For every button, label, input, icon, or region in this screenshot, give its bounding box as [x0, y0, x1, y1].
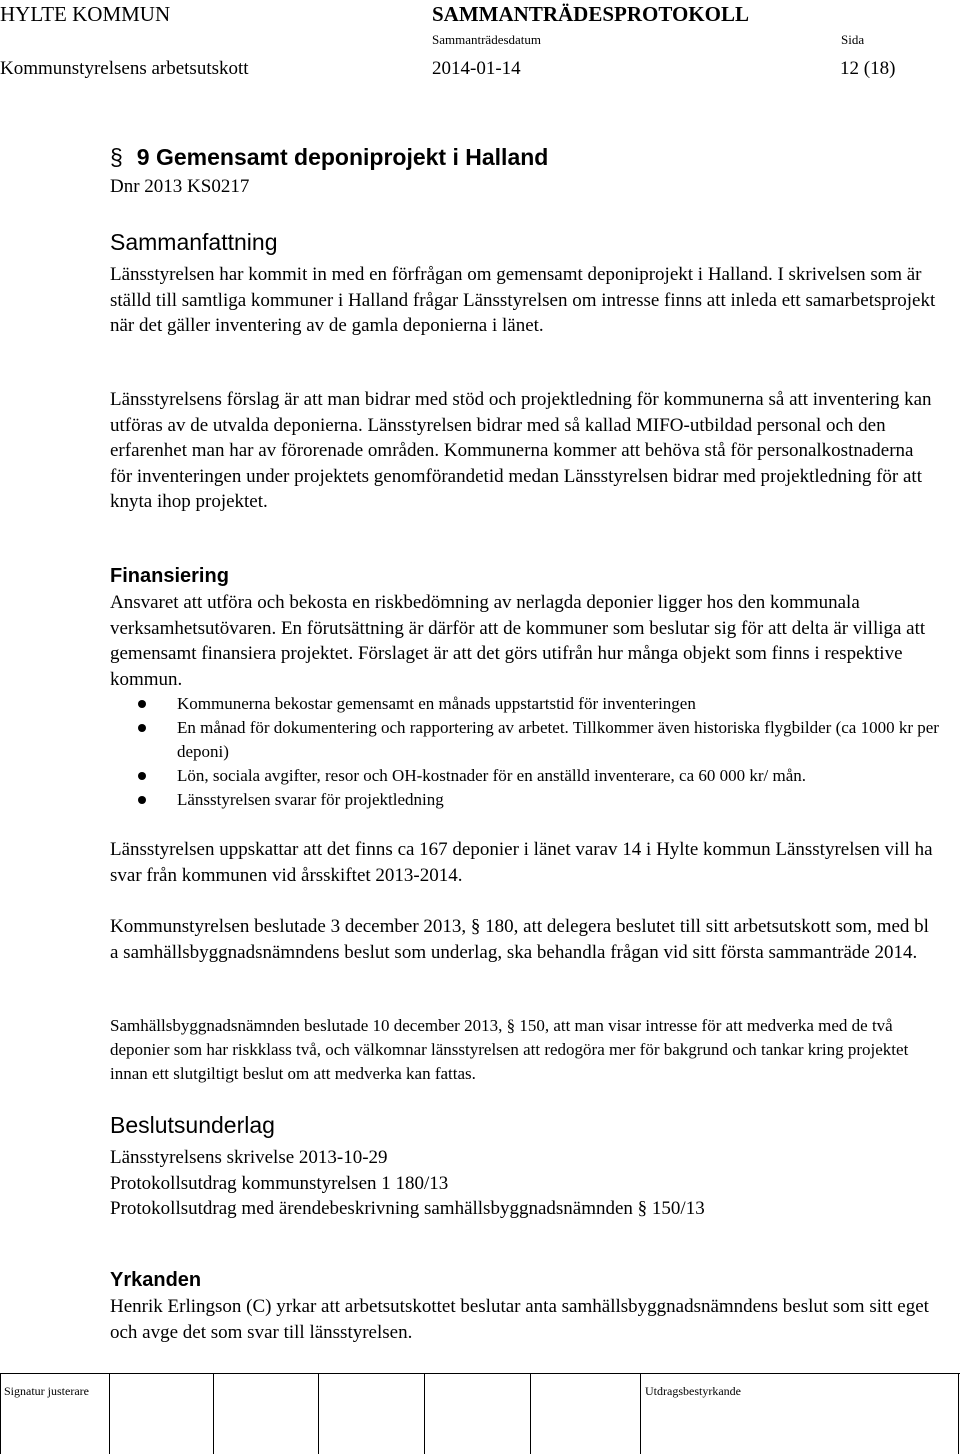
list-item: Lön, sociala avgifter, resor och OH-kostnader för en anställd inventerare, ca 60 000 kr/ mån. — [110, 764, 940, 788]
financing-paragraph-4: Samhällsbyggnadsnämnden beslutade 10 december 2013, § 150, att man visar intresse för att medverka med de två deponier som har riskklass två, och välkomnar länsstyrelsen att redogöra mer för bakgrund och tankar kring projektet innan ett slutgiltigt beslut om att medverka kan fattas. — [110, 1016, 909, 1083]
heading-sammanfattning: Sammanfattning — [110, 229, 278, 255]
financing-paragraph-1: Ansvaret att utföra och bekosta en riskbedömning av nerlagda deponier ligger hos den kommunala verksamhetsutövaren. En förutsättning är därför att de kommuner som beslutar sig för att delta är villiga att gemensamt finansiera projektet. Förslaget är att det görs utifrån hur många objekt som finns i respektive kommun. — [110, 592, 926, 690]
footer-divider — [424, 1373, 425, 1454]
footer-divider — [318, 1373, 319, 1454]
header-values — [0, 58, 960, 82]
list-item: En månad för dokumentering och rapportering av arbetet. Tillkommer även historiska flygbilder (ca 1000 kr per deponi) — [110, 716, 940, 764]
list-item: Länsstyrelsens skrivelse 2013-10-29 — [110, 1147, 388, 1168]
footer-divider — [213, 1373, 214, 1454]
summary-paragraph-1: Länsstyrelsen har kommit in med en förfrågan om gemensamt deponiprojekt i Halland. I skrivelsen som är ställd till samtliga kommuner i Halland frågar Länsstyrelsen om intresse finns att inleda ett samarbetsprojekt när det gäller inventering av de gamla deponierna i länet. — [110, 264, 936, 336]
list-item: Länsstyrelsen svarar för projektledning — [110, 788, 940, 812]
section-title — [110, 144, 548, 171]
diary-number: Dnr 2013 KS0217 — [110, 176, 250, 197]
heading-yrkanden: Yrkanden — [110, 1269, 202, 1291]
heading-finansiering: Finansiering — [110, 565, 229, 587]
bullet-icon — [138, 700, 146, 708]
decision-basis-list — [110, 1145, 940, 1222]
financing-bullet-list — [110, 692, 940, 812]
motions-paragraph: Henrik Erlingson (C) yrkar att arbetsutskottet beslutar anta samhällsbyggnadsnämndens beslut som sitt eget och avge det som svar till länsstyrelsen. — [110, 1296, 929, 1343]
meeting-date-label: Sammanträdesdatum — [432, 32, 542, 47]
bullet-icon — [138, 724, 146, 732]
summary-paragraph-2: Länsstyrelsens förslag är att man bidrar med stöd och projektledning för kommunerna så att inventering kan utföras av de utvalda deponierna. Länsstyrelsen bidrar med så kallad MIFO-utbildad personal och den erfarenhet man har av förorenade områden. Kommunerna kommer att behöva stå för personalkostnaderna för inventeringen under projektets genomförandetid medan Länsstyrelsen bidrar med projektledning för att knyta ihop projektet. — [110, 389, 932, 512]
header-labels — [0, 32, 960, 48]
municipality-name: HYLTE KOMMUN — [0, 2, 171, 26]
bullet-icon — [138, 772, 146, 780]
footer-divider — [530, 1373, 531, 1454]
financing-paragraph-3: Kommunstyrelsen beslutade 3 december 2013, § 180, att delegera beslutet till sitt arbetsutskott som, med bl a samhällsbyggnadsnämndens beslut som underlag, ska behandla frågan vid sitt första sammanträde 2014. — [110, 916, 929, 963]
paragraph-sign: § — [110, 144, 123, 170]
list-item: Kommunerna bekostar gemensamt en månads uppstartstid för inventeringen — [110, 692, 940, 716]
extract-certification-label: Utdragsbestyrkande — [645, 1384, 741, 1398]
footer-divider — [0, 1373, 1, 1454]
footer-divider — [640, 1373, 641, 1454]
section-title-text: 9 Gemensamt deponiprojekt i Halland — [136, 144, 549, 170]
document-type: SAMMANTRÄDESPROTOKOLL — [432, 2, 749, 26]
page-header — [0, 2, 960, 28]
page-number: 12 (18) — [840, 58, 896, 79]
footer-divider — [109, 1373, 110, 1454]
list-item: Protokollsutdrag kommunstyrelsen 1 180/13 — [110, 1172, 449, 1194]
footer-divider — [958, 1373, 959, 1454]
committee-name: Kommunstyrelsens arbetsutskott — [0, 58, 249, 79]
footer-rule — [0, 1373, 960, 1374]
list-item: Protokollsutdrag med ärendebeskrivning samhällsbyggnadsnämnden § 150/13 — [110, 1198, 705, 1219]
bullet-icon — [138, 796, 146, 804]
meeting-date: 2014-01-14 — [432, 58, 521, 79]
page-label: Sida — [841, 32, 865, 47]
heading-beslutsunderlag: Beslutsunderlag — [110, 1112, 275, 1138]
signature-label: Signatur justerare — [4, 1384, 89, 1398]
financing-paragraph-2: Länsstyrelsen uppskattar att det finns ca 167 deponier i länet varav 14 i Hylte kommun Länsstyrelsen vill ha svar från kommunen vid årsskiftet 2013-2014. — [110, 839, 933, 886]
